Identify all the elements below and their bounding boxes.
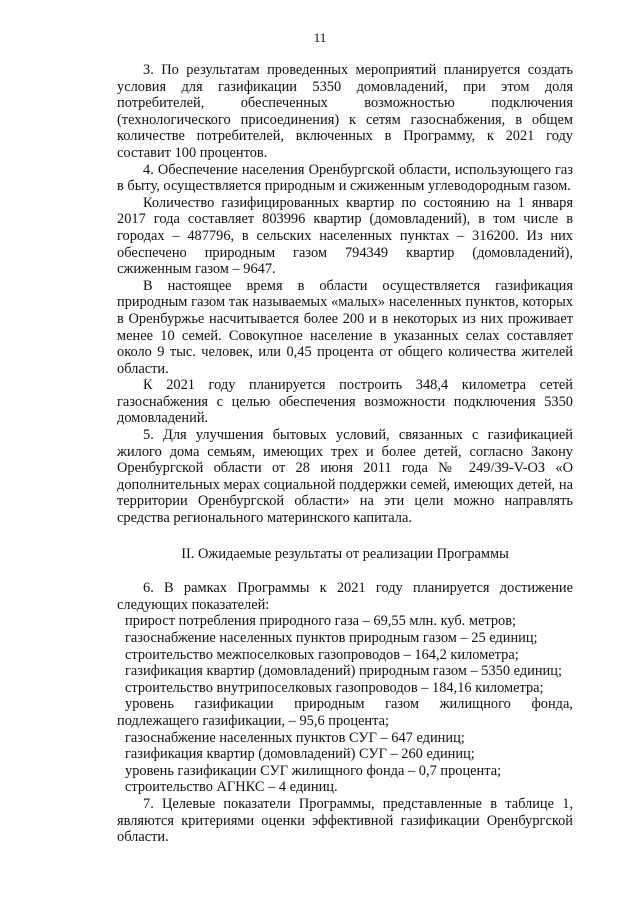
indicator-item: газоснабжение населенных пунктов СУГ – 647 единиц;: [125, 729, 465, 746]
section-title: II. Ожидаемые результаты от реализации Программы: [181, 545, 509, 562]
paragraph-6: 6. В рамках Программы к 2021 году планируется достижение следующих показателей:: [117, 580, 573, 613]
paragraph-network-2021: К 2021 году планируется построить 348,4 километра сетей газоснабжения с целью обеспечения возможности подключения 5350 домовладений.: [117, 377, 573, 427]
indicator-item: строительство АГНКС – 4 единиц.: [125, 779, 338, 796]
indicator-item: строительство межпоселковых газопроводов – 164,2 километра;: [125, 646, 519, 663]
indicator-item: газоснабжение населенных пунктов природным газом – 25 единиц;: [125, 630, 538, 646]
indicator-item: газификация квартир (домовладений) СУГ – 260 единиц;: [125, 746, 475, 763]
document-body: [117, 62, 573, 846]
paragraph-small-settlements: В настоящее время в области осуществляется газификация природным газом так называемых «малых» населенных пунктов, которых в Оренбуржье насчитывается более 200 и в некоторых из них проживает менее 10 семей. Совокупное население в указанных селах составляет около 9 тыс. человек, или 0,45 процента от общего количества жителей области.: [117, 277, 573, 377]
paragraph-5: 5. Для улучшения бытовых условий, связанных с газификацией жилого дома семьям, имеющих трех и более детей, согласно Закону Оренбургской области от 28 июня 2011 года № 249/39-V-ОЗ «О дополнительных мерах социальной поддержки семей, имеющих детей, на территории Оренбургской области» на эти цели можно направлять средства регионального материнского капитала.: [117, 427, 573, 527]
paragraph-apartment-count: Количество газифицированных квартир по состоянию на 1 января 2017 года составляет 803996 квартир (домовладений), в том числе в городах – 487796, в сельских населенных пунктах – 316200. Из них обеспечено природным газом 794349 квартир (домовладений), сжиженным газом – 9647.: [117, 194, 573, 278]
page-number: 11: [313, 30, 327, 45]
indicator-item: уровень газификации природным газом жилищного фонда, подлежащего газификации, – 95,6 процента;: [117, 696, 573, 729]
indicator-item: газификация квартир (домовладений) природным газом – 5350 единиц;: [125, 663, 562, 680]
paragraph-4: 4. Обеспечение населения Оренбургской области, использующего газ в быту, осуществляется природным и сжиженным углеводородным газом.: [117, 161, 573, 195]
indicator-item: уровень газификации СУГ жилищного фонда – 0,7 процента;: [125, 762, 502, 779]
paragraph-3: 3. По результатам проведенных мероприятий планируется создать условия для газификации 5350 домовладений, при этом доля потребителей, обеспеченных возможностью подключения (технологического присоединения) к сетям газоснабжения, в общем количестве потребителей, включенных в Программу, к 2021 году составит 100 процентов.: [117, 62, 573, 161]
paragraph-7: 7. Целевые показатели Программы, представленные в таблице 1, являются критериями оценки эффективной газификации Оренбургской области.: [117, 795, 573, 846]
indicator-item: прирост потребления природного газа – 69,55 млн. куб. метров;: [125, 613, 517, 630]
indicator-item: строительство внутрипоселковых газопроводов – 184,16 километра;: [125, 679, 544, 696]
